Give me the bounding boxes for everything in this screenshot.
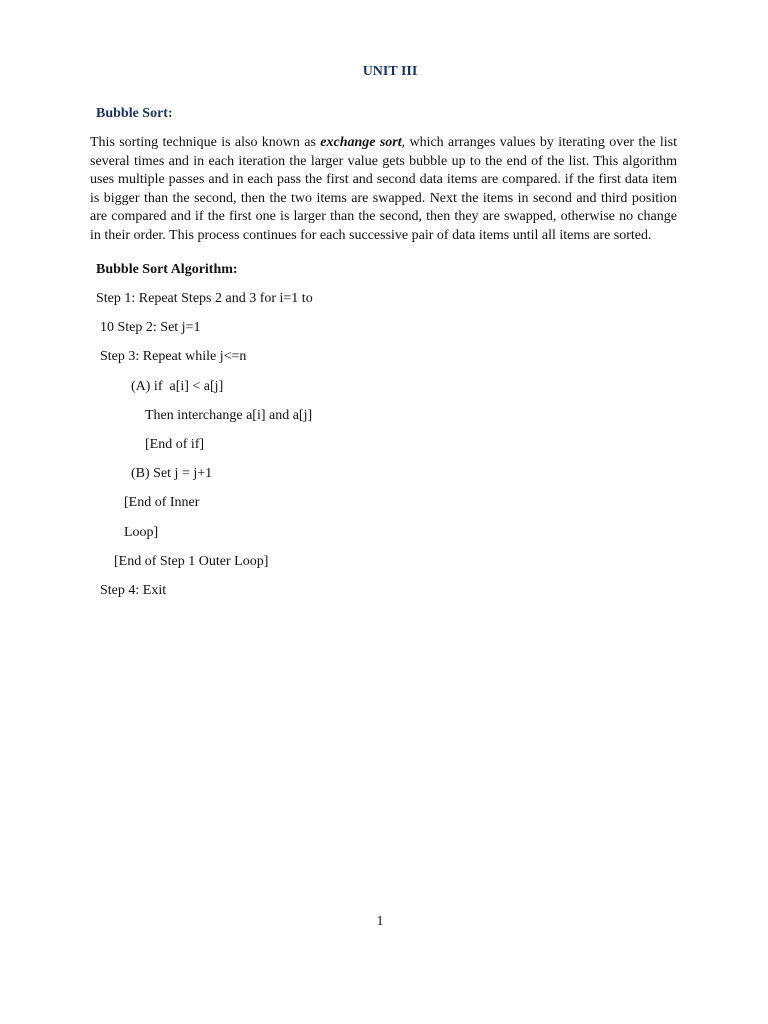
emphasis-term: exchange sort: [320, 135, 402, 150]
algorithm-step: (A) if a[i] < a[j]: [131, 379, 224, 394]
algorithm-step: Step 3: Repeat while j<=n: [100, 349, 247, 364]
unit-title: UNIT III: [362, 64, 418, 79]
algorithm-step: [End of Step 1 Outer Loop]: [114, 554, 269, 569]
paragraph-text-end: , which arranges values by iterating over the list several times and in each iteration the larger value gets bubble up to the end of the list. This algorithm uses multiple passes and in each pass the first and second data items are compared. if the first data item is bigger than the second, then the two items are swapped. Next the items in second and third position are compared and if the first one is larger than the second, then they are swapped, otherwise no change in their order. This process continues for each successive pair of data items until all items are sorted.: [90, 135, 677, 243]
page-number: 1: [376, 914, 384, 929]
paragraph-text-start: This sorting technique is also known as: [90, 135, 321, 150]
algorithm-step: Step 4: Exit: [100, 583, 167, 598]
algorithm-step: (B) Set j = j+1: [131, 466, 213, 481]
algorithm-step: 10 Step 2: Set j=1: [100, 320, 201, 335]
section-title: Bubble Sort:: [96, 106, 173, 121]
intro-paragraph: [90, 134, 677, 246]
algorithm-step: [End of if]: [145, 437, 205, 452]
algorithm-title: Bubble Sort Algorithm:: [96, 262, 238, 277]
algorithm-step: Step 1: Repeat Steps 2 and 3 for i=1 to: [96, 291, 313, 306]
algorithm-step: [End of Inner: [124, 495, 200, 510]
algorithm-step: Then interchange a[i] and a[j]: [145, 408, 313, 423]
algorithm-step: Loop]: [124, 525, 159, 540]
